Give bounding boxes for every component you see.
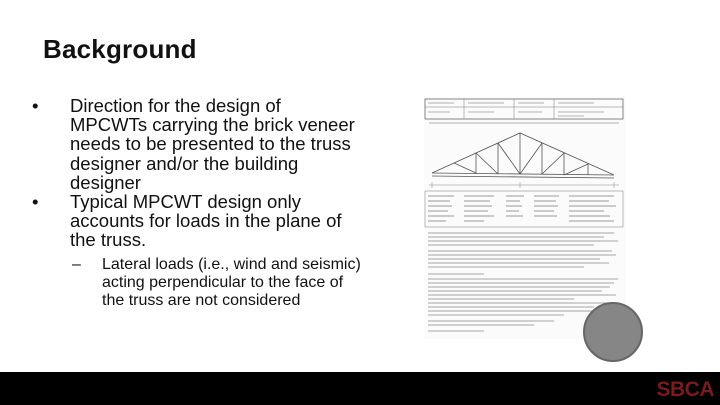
footer-bar [0,372,720,405]
truss-drawing-svg [424,97,626,339]
slide-title: Background [43,34,197,64]
bullet-item [32,192,362,250]
sub-bullet-text: Lateral loads (i.e., wind and seismic) acting perpendicular to the face of the truss are not considered [102,255,361,309]
bullet-marker: • [32,191,39,213]
bullet-list [32,96,362,310]
truss-design-drawing [424,97,626,339]
gray-circle-shape [583,302,643,362]
bullet-text: Direction for the design of MPCWTs carrying the brick veneer needs to be presented to the truss designer and/or the building designer [70,95,355,193]
bullet-marker: • [32,95,39,116]
bullet-text: Typical MPCWT design only accounts for loads in the plane of the truss. [70,191,342,251]
bullet-item [32,96,362,192]
sbca-logo: SBCA [656,378,714,401]
sub-bullet-item [32,256,362,310]
sub-bullet-marker: – [72,255,81,273]
